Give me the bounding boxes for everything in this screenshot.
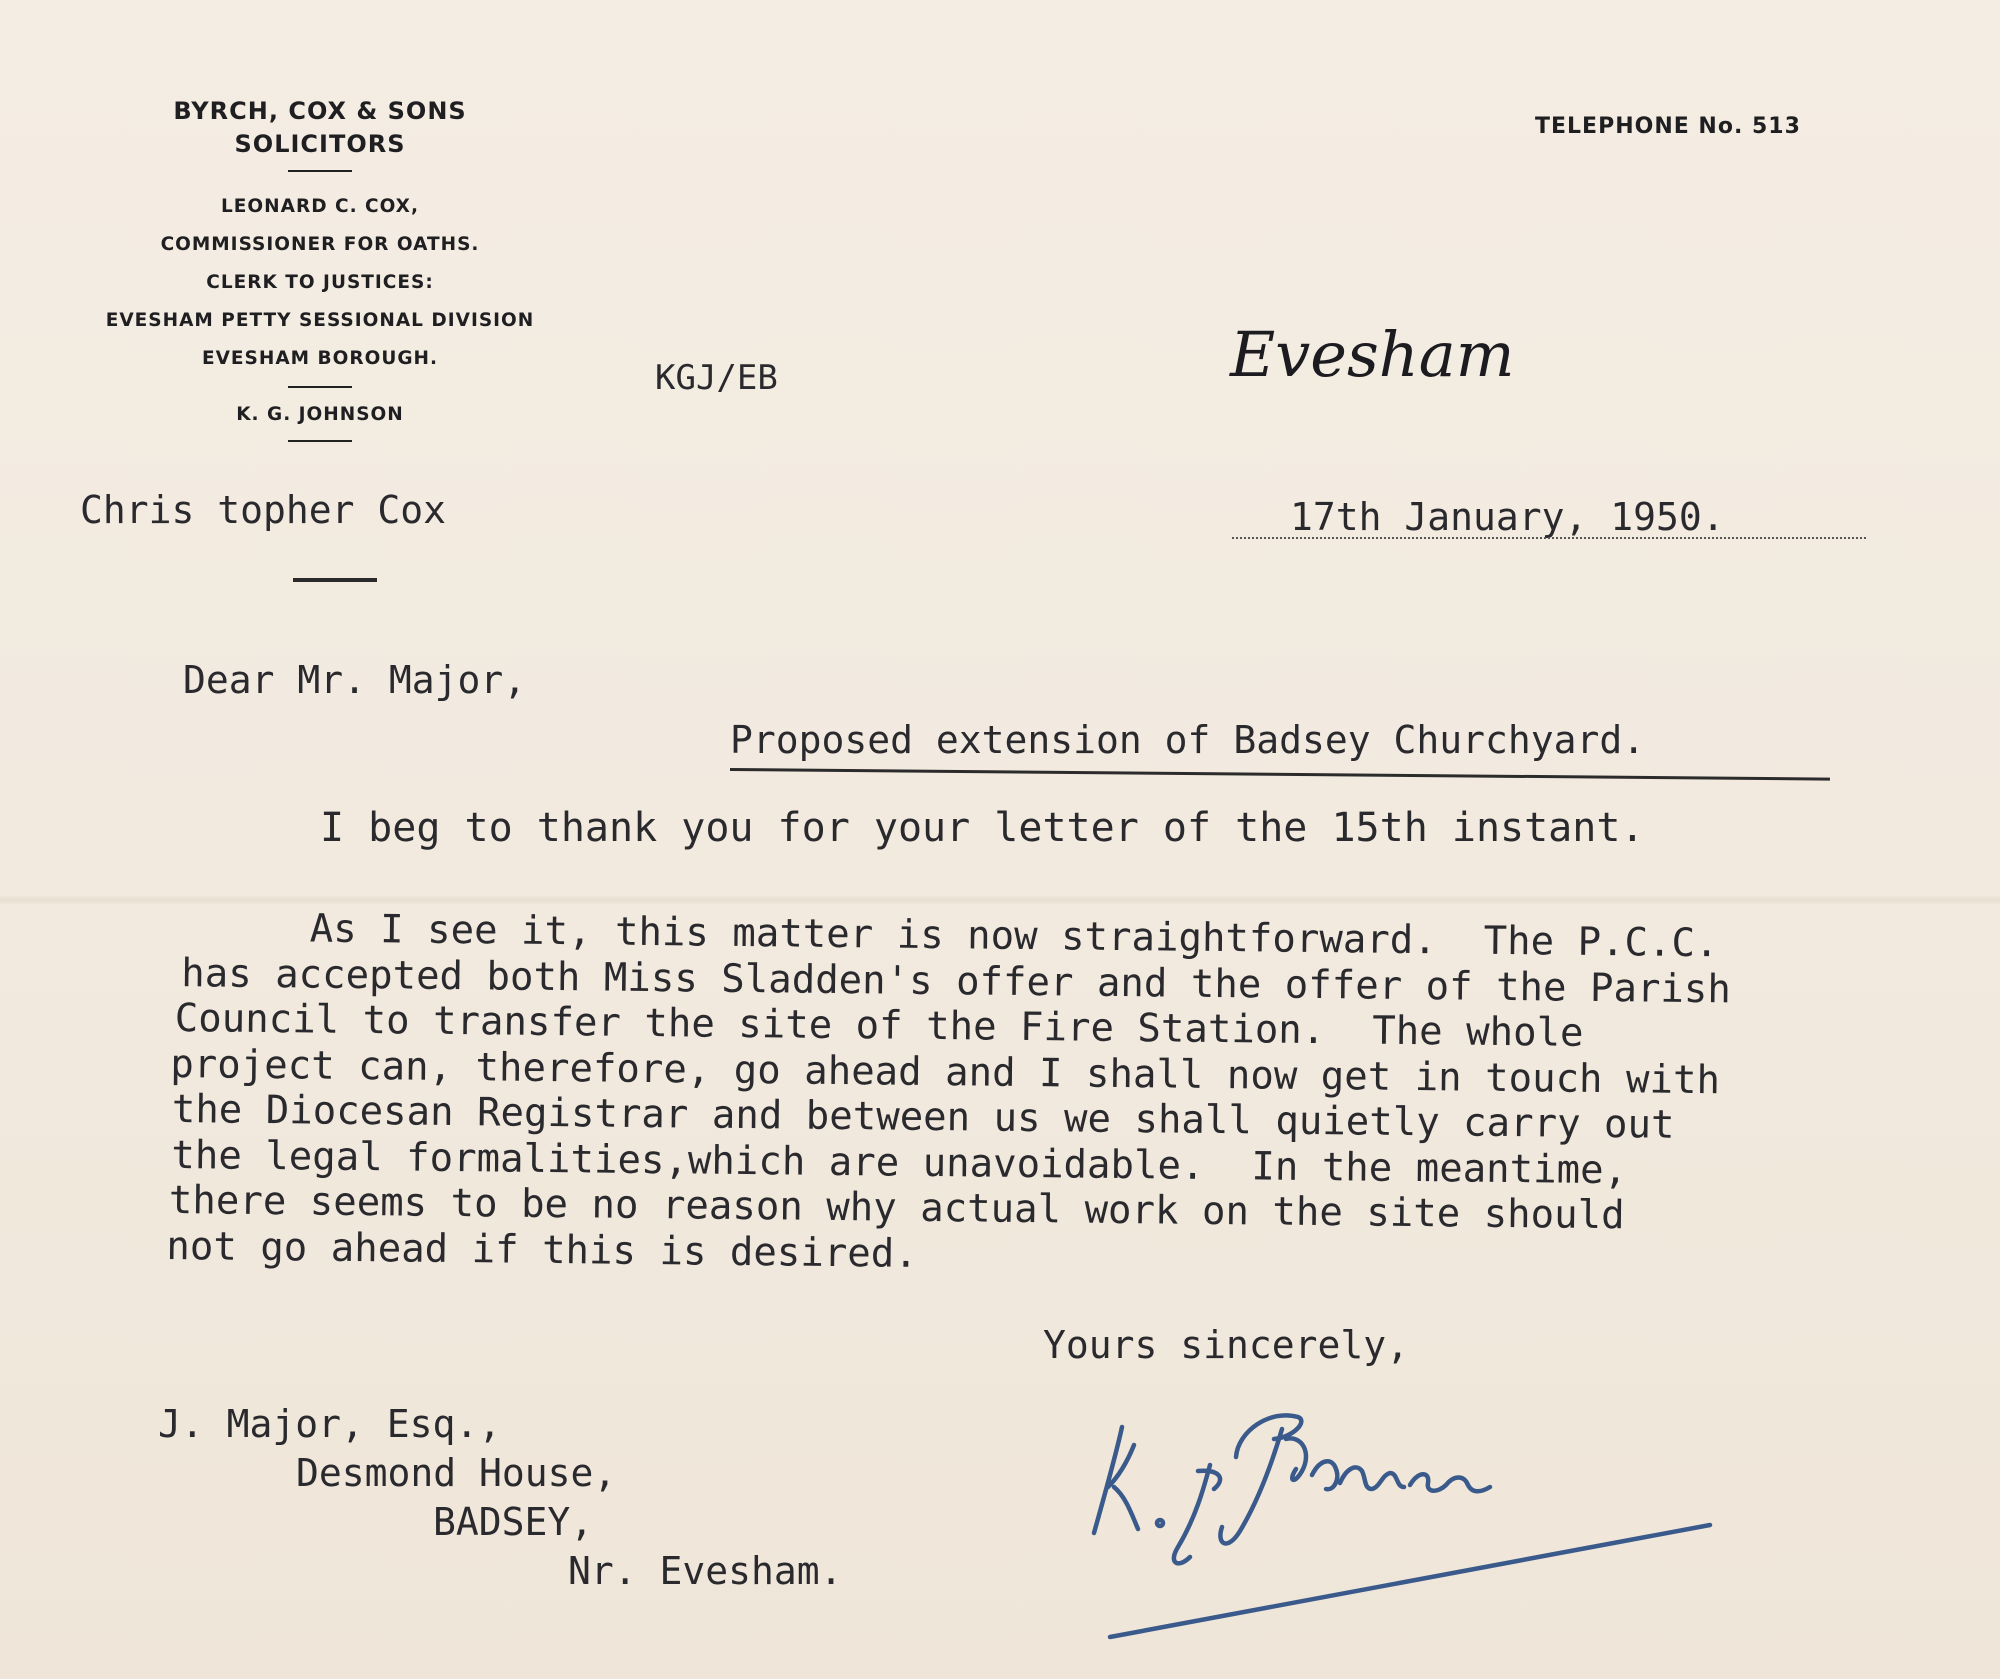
- closing-line: Yours sincerely,: [1043, 1323, 1410, 1367]
- partner-name: K. G. JOHNSON: [236, 404, 404, 425]
- paragraph-line: the Diocesan Registrar and between us we shall quietly carry out: [171, 1087, 1675, 1148]
- letterhead-line: EVESHAM BOROUGH.: [201, 348, 439, 369]
- date-dotted-line: [1232, 537, 1866, 539]
- address-line: Nr. Evesham.: [568, 1549, 843, 1593]
- letterhead-line: LEONARD C. COX,: [221, 196, 419, 217]
- subject-line: Proposed extension of Badsey Churchyard.: [730, 718, 1646, 762]
- sender-line: Chris topher Cox: [80, 488, 447, 532]
- letterhead-line: CLERK TO JUSTICES:: [206, 272, 434, 293]
- paragraph-line: Council to transfer the site of the Fire Station. The whole: [174, 996, 1584, 1056]
- address-line: BADSEY,: [433, 1500, 594, 1544]
- letter-date: 17th January, 1950.: [1290, 495, 1725, 539]
- paper-fold: [0, 895, 2000, 905]
- address-line: J. Major, Esq.,: [158, 1402, 502, 1446]
- letterhead: [60, 95, 580, 458]
- paragraph-line: not go ahead if this is desired.: [166, 1223, 918, 1277]
- letterhead-line: EVESHAM PETTY SESSIONAL DIVISION: [105, 310, 535, 331]
- letterhead-rule: [288, 386, 352, 388]
- town-name: Evesham: [1230, 318, 1515, 391]
- paragraph-1: I beg to thank you for your letter of the 15th instant.: [320, 805, 1645, 851]
- letterhead-rule: [288, 440, 352, 442]
- paragraph-line: there seems to be no reason why actual work on the site should: [168, 1178, 1625, 1239]
- address-line: Desmond House,: [296, 1451, 617, 1495]
- firm-name: BYRCH, COX & SONS: [173, 97, 467, 125]
- paragraph-line: has accepted both Miss Sladden's offer and the offer of the Parish: [181, 950, 1732, 1012]
- letterhead-line: COMMISSIONER FOR OATHS.: [160, 234, 480, 255]
- paragraph-2: [166, 905, 1990, 1288]
- telephone-number: TELEPHONE No. 513: [1535, 114, 1801, 139]
- paragraph-line: project can, therefore, go ahead and I shall now get in touch with: [170, 1041, 1721, 1103]
- sender-rule: [293, 578, 377, 582]
- recipient-address: [158, 1400, 843, 1596]
- letterhead-rule: [288, 170, 352, 172]
- firm-role: SOLICITORS: [234, 130, 406, 158]
- salutation: Dear Mr. Major,: [183, 658, 527, 702]
- handwritten-signature: [1050, 1375, 1740, 1665]
- paragraph-line: the legal formalities,which are unavoidable. In the meantime,: [171, 1132, 1628, 1193]
- reference-code: KGJ/EB: [655, 358, 778, 398]
- paragraph-line: As I see it, this matter is now straightforward. The P.C.C.: [309, 906, 1719, 967]
